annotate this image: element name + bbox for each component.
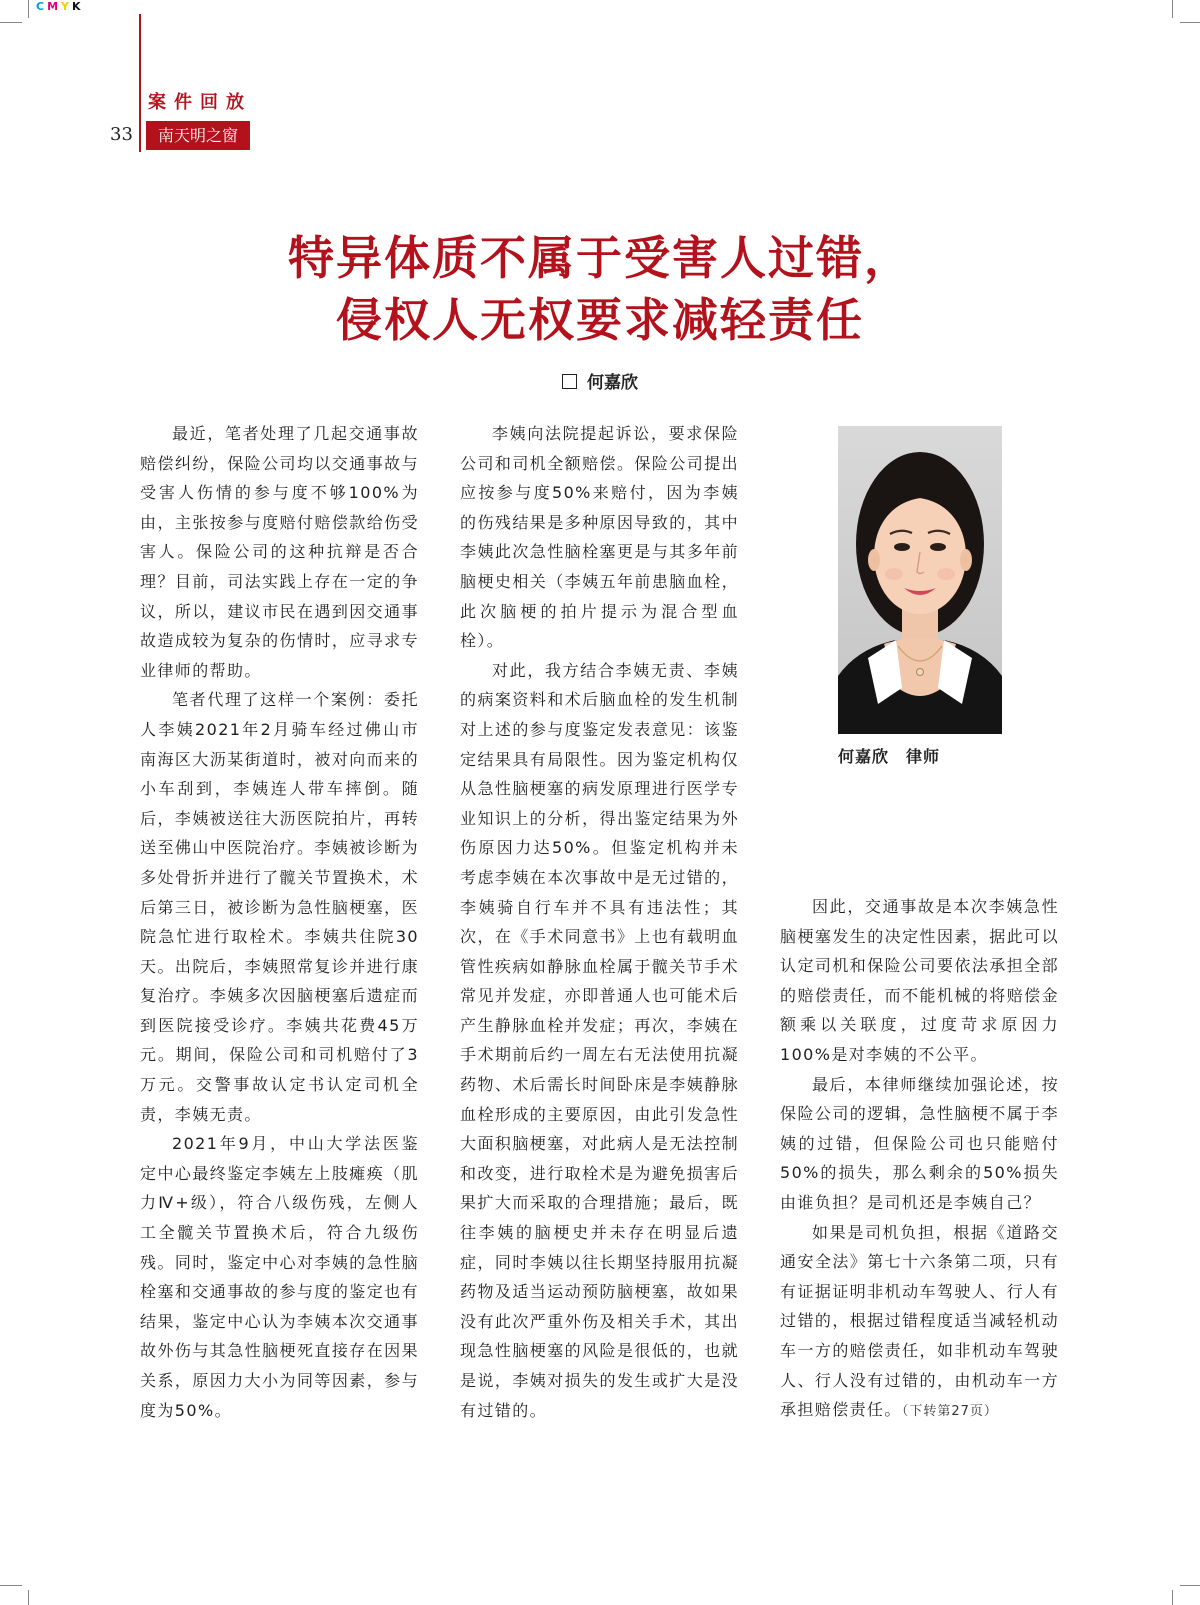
article-title-line-1: 特异体质不属于受害人过错， <box>288 231 912 285</box>
article-column-2 <box>460 419 739 1425</box>
crop-mark <box>0 22 22 23</box>
cmyk-c: C <box>36 0 48 13</box>
photo-caption: 何嘉欣 律师 <box>838 747 941 766</box>
crop-mark <box>1172 1590 1173 1605</box>
paragraph: 2021年9月，中山大学法医鉴定中心最终鉴定李姨左上肢瘫痪（肌力Ⅳ+级），符合八级伤残，左侧人工全髋关节置换术后，符合九级伤残。同时，鉴定中心对李姨的急性脑栓塞和交通事故的参与度的鉴定也有结果，鉴定中心认为李姨本次交通事故外伤与其急性脑梗死直接存在因果关系，原因力大小为同等因素，参与度为50%。 <box>140 1134 419 1420</box>
paragraph: 笔者代理了这样一个案例：委托人李姨2021年2月骑车经过佛山市南海区大沥某街道时，被对向而来的小车刮到，李姨连人带车摔倒。随后，李姨被送往大沥医院拍片，再转送至佛山中医院治疗。李姨被诊断为多处骨折并进行了髋关节置换术，术后第三日，被诊断为急性脑梗塞，医院急忙进行取栓术。李姨共住院30天。出院后，李姨照常复诊并进行康复治疗。李姨多次因脑梗塞后遗症而到医院接受诊疗。李姨共花费45万元。期间，保险公司和司机赔付了3万元。交警事故认定书认定司机全责，李姨无责。 <box>140 690 419 1124</box>
article-column-3 <box>780 892 1059 1427</box>
author-name: 何嘉欣 <box>587 373 638 393</box>
paragraph-text: 如果是司机负担，根据《道路交通安全法》第七十六条第二项，只有有证据证明非机动车驾驶人、行人有过错的，根据过错程度适当减轻机动车一方的赔偿责任，如非机动车驾驶人、行人没有过错的，由机动车一方承担赔偿责任。 <box>780 1222 1059 1420</box>
cmyk-k: K <box>72 0 84 13</box>
paragraph <box>780 1218 1059 1427</box>
paragraph: 因此，交通事故是本次李姨急性脑梗塞发生的决定性因素，据此可以认定司机和保险公司要依法承担全部的赔偿责任，而不能机械的将赔偿金额乘以关联度，过度苛求原因力100%是对李姨的不公平。 <box>780 897 1059 1064</box>
continued-note: （下转第27页） <box>901 1404 998 1420</box>
article-title-line-2: 侵权人无权要求减轻责任 <box>336 293 864 347</box>
crop-mark <box>28 1590 29 1605</box>
cmyk-color-bar <box>36 0 84 14</box>
crop-mark <box>1172 0 1173 18</box>
header-rule <box>139 14 141 152</box>
article-column-1 <box>140 419 419 1425</box>
crop-mark <box>28 0 29 18</box>
cmyk-m: M <box>47 0 62 13</box>
paragraph: 李姨向法院提起诉讼，要求保险公司和司机全额赔偿。保险公司提出应按参与度50%来赔付，因为李姨的伤残结果是多种原因导致的，其中李姨此次急性脑栓塞更是与其多年前脑梗史相关（李姨五年前患脑血栓，此次脑梗的拍片提示为混合型血栓）。 <box>460 424 739 651</box>
paragraph: 对此，我方结合李姨无责、李姨的病案资料和术后脑血栓的发生机制对上述的参与度鉴定发表意见：该鉴定结果具有局限性。因为鉴定机构仅从急性脑梗塞的病发原理进行医学专业知识上的分析，得出鉴定结果为外伤原因力达50%。但鉴定机构并未考虑李姨在本次事故中是无过错的，李姨骑自行车并不具有违法性；其次，在《手术同意书》上也有载明血管性疾病如静脉血栓属于髋关节手术常见并发症，亦即普通人也可能术后产生静脉血栓并发症；再次，李姨在手术期前后约一周左右无法使用抗凝药物、术后需长时间卧床是李姨静脉血栓形成的主要原因，由此引发急性大面积脑梗塞，对此病人是无法控制和改变，进行取栓术是为避免损害后果扩大而采取的合理措施；最后，既往李姨的脑梗史并未存在明显后遗症，同时李姨以往长期坚持服用抗凝药物及适当运动预防脑梗塞，故如果没有此次严重外伤及相关手术，其出现急性脑梗塞的风险是很低的，也就是说，李姨对损失的发生或扩大是没有过错的。 <box>460 660 739 1420</box>
byline-box-icon <box>562 374 577 389</box>
crop-mark <box>1180 22 1200 23</box>
crop-mark <box>0 1585 22 1586</box>
cmyk-y: Y <box>61 0 72 13</box>
page-number: 33 <box>110 124 133 145</box>
column-name-tag: 南天明之窗 <box>146 121 250 150</box>
paragraph: 最近，笔者处理了几起交通事故赔偿纠纷，保险公司均以交通事故与受害人伤情的参与度不够100%为由，主张按参与度赔付赔偿款给伤受害人。保险公司的这种抗辩是否合理？目前，司法实践上存在一定的争议，所以，建议市民在遇到因交通事故造成较为复杂的伤情时，应寻求专业律师的帮助。 <box>140 424 419 680</box>
section-label: 案件回放 <box>148 92 252 113</box>
byline <box>0 368 1200 393</box>
crop-mark <box>1180 1585 1200 1586</box>
paragraph: 最后，本律师继续加强论述，按保险公司的逻辑，急性脑梗不属于李姨的过错，但保险公司也只能赔付50%的损失，那么剩余的50%损失由谁负担？是司机还是李姨自己？ <box>780 1074 1059 1212</box>
lawyer-portrait-photo <box>838 426 1002 734</box>
